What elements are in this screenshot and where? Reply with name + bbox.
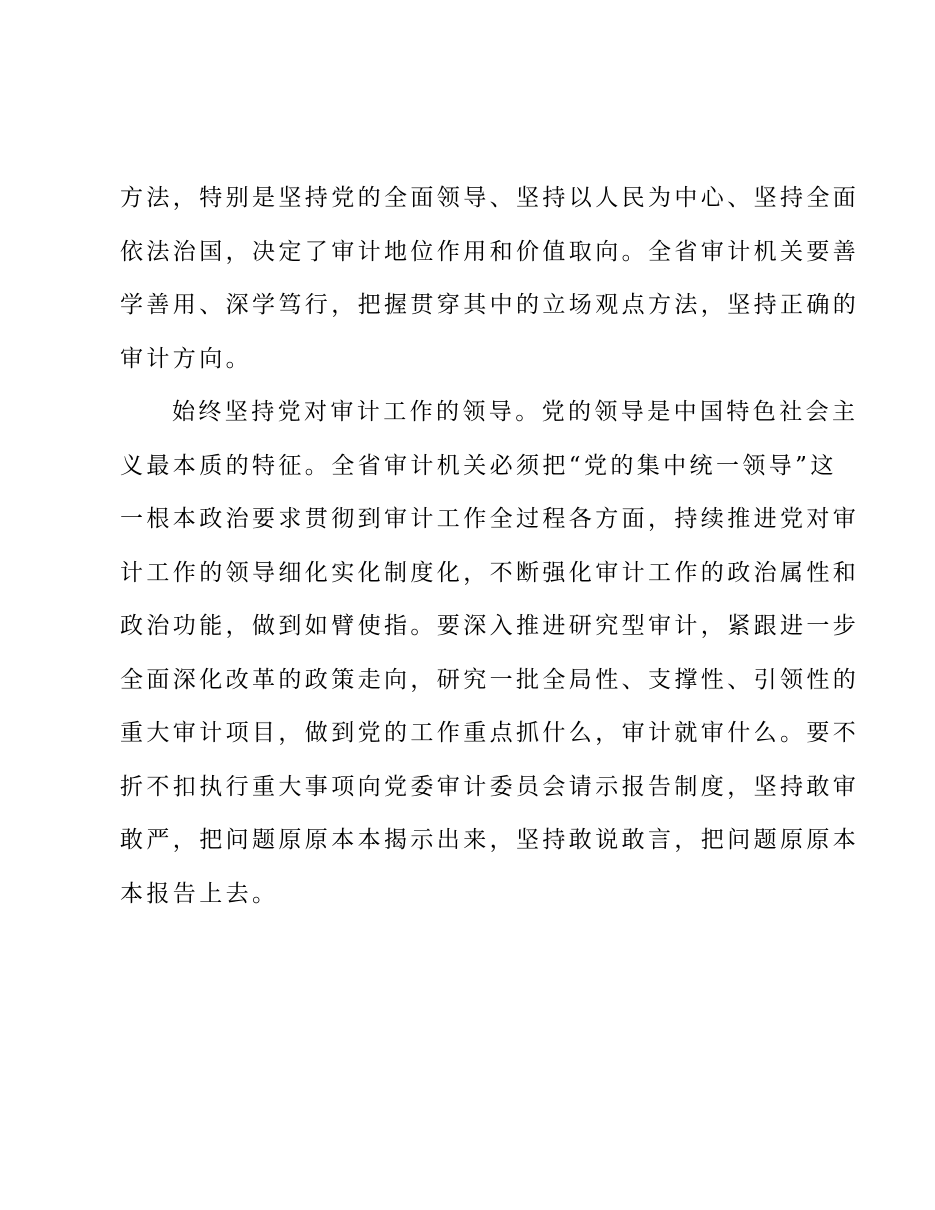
paragraph-line: 方法，特别是坚持党的全面领导、坚持以人民为中心、坚持全面 — [120, 185, 860, 211]
paragraph-line: 折不扣执行重大事项向党委审计委员会请示报告制度，坚持敢审 — [120, 773, 860, 800]
paragraph-line: 学善用、深学笃行，把握贯穿其中的立场观点方法，坚持正确的 — [120, 292, 860, 318]
paragraph-line: 本报告上去。 — [120, 880, 279, 907]
paragraph — [120, 386, 860, 921]
paragraph-line: 全面深化改革的政策走向，研究一批全局性、支撑性、引领性的 — [120, 666, 860, 693]
paragraph — [120, 172, 860, 386]
paragraph-line: 义最本质的特征。全省审计机关必须把“党的集中统一领导”这 — [120, 452, 837, 479]
document-body — [120, 172, 860, 921]
paragraph-line: 政治功能，做到如臂使指。要深入推进研究型审计，紧跟进一步 — [120, 613, 860, 639]
paragraph-line: 一根本政治要求贯彻到审计工作全过程各方面，持续推进党对审 — [120, 506, 860, 532]
paragraph-line: 重大审计项目，做到党的工作重点抓什么，审计就审什么。要不 — [120, 720, 860, 746]
paragraph-line: 敢严，把问题原原本本揭示出来，坚持敢说敢言，把问题原原本 — [120, 827, 860, 853]
paragraph-line: 依法治国，决定了审计地位作用和价值取向。全省审计机关要善 — [120, 238, 860, 265]
paragraph-line: 计工作的领导细化实化制度化，不断强化审计工作的政治属性和 — [120, 559, 860, 586]
paragraph-line: 审计方向。 — [120, 345, 252, 372]
paragraph-first-line: 始终坚持党对审计工作的领导。党的领导是中国特色社会主 — [172, 399, 859, 425]
